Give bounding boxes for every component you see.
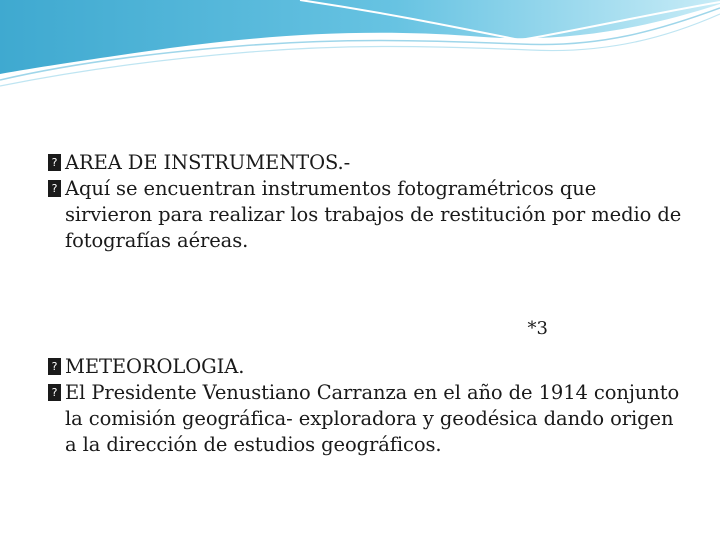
bullet-text: AREA DE INSTRUMENTOS.-	[65, 151, 351, 174]
bullet-area-instrumentos	[48, 150, 688, 176]
bullet-carranza-description	[48, 380, 688, 458]
slide-body	[48, 150, 688, 458]
bullet-icon: ?	[48, 154, 61, 171]
footnote-marker: *3	[527, 318, 548, 339]
header-wave-decoration	[0, 0, 720, 110]
bullet-text: METEOROLOGIA.	[65, 355, 245, 378]
bullet-text: El Presidente Venustiano Carranza en el año de 1914 conjunto la comisión geográfica- exploradora y geodésica dando origen a la dirección de estudios geográficos.	[65, 381, 680, 456]
bullet-icon: ?	[48, 384, 61, 401]
bullet-icon: ?	[48, 180, 61, 197]
bullet-instrumentos-description	[48, 176, 688, 254]
bullet-text: Aquí se encuentran instrumentos fotogramétricos que sirvieron para realizar los trabajos de restitución por medio de fotografías aéreas.	[65, 177, 682, 252]
bullet-meteorologia	[48, 354, 688, 380]
bullet-icon: ?	[48, 358, 61, 375]
